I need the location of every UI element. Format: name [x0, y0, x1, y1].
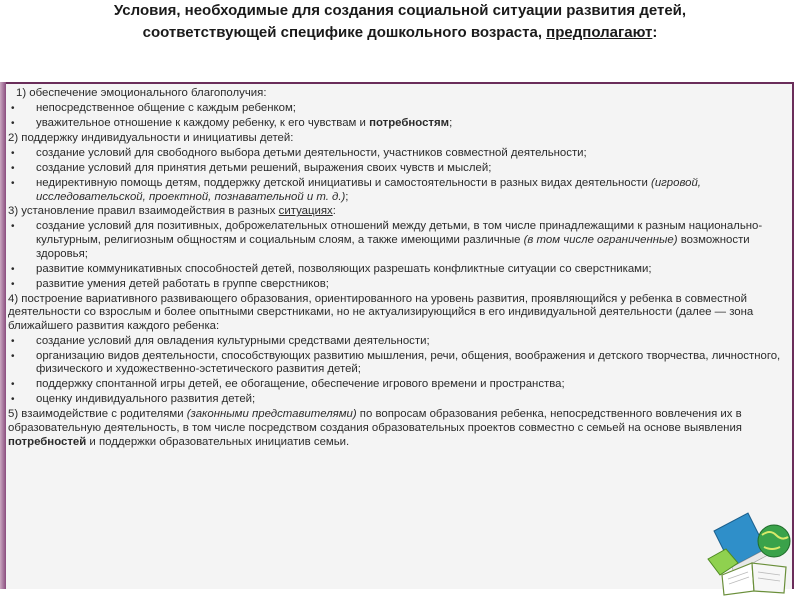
title-colon: : [652, 24, 658, 41]
bullet-icon: • [11, 263, 15, 275]
bullet-icon: • [11, 335, 15, 347]
page-title [20, 0, 780, 44]
bullet-icon: • [11, 147, 15, 159]
list-item: • непосредственное общение с каждым ребенком; [11, 101, 296, 114]
bullet-icon: • [11, 102, 15, 114]
title-emphasis: предполагают [546, 24, 653, 41]
section-3-heading: 3) установление правил взаимодействия в разных ситуациях: [8, 205, 336, 218]
section-1-heading: 1) обеспечение эмоционального благополучия: [16, 87, 267, 99]
list-item: • создание условий для позитивных, доброжелательных отношений между детьми, в том числе принадлежащими к разным национально-культурным, религиозным общностям и социальным слоям, а также имеющими различные (в том числе ограниченные) возможности здоровья; [11, 220, 763, 260]
list-item: • поддержку спонтанной игры детей, ее обогащение, обеспечение игрового времени и пространства; [11, 378, 565, 391]
section-4-heading: 4) построение вариативного развивающего образования, ориентированного на уровень развития, проявляющийся у ребенка в совместной деятельности со взрослым и более опытными сверстниками, но не актуализирующийся в его индивидуальной деятельности (далее — зона ближайшего развития каждого ребенка: [8, 292, 754, 332]
title-line-2: соответствующей специфике дошкольного возраста, [142, 24, 547, 41]
list-item: • недирективную помощь детям, поддержку детской инициативы и самостоятельности в разных видах деятельности (игровой, исследовательской, проектной, познавательной и т. д.); [11, 176, 701, 203]
section-2-heading: 2) поддержку индивидуальности и инициативы детей: [8, 131, 294, 144]
globe-icon [758, 525, 790, 557]
books-globe-icon [704, 505, 798, 597]
title-line-1: Условия, необходимые для создания социальной ситуации развития детей, [113, 2, 687, 19]
content-list [8, 87, 792, 450]
list-item: • создание условий для принятия детьми решений, выражения своих чувств и мыслей; [11, 161, 492, 174]
list-item: • организацию видов деятельности, способствующих развитию мышления, речи, общения, воображения и детского творчества, личностного, физического и художественно-эстетического развития детей; [11, 349, 781, 376]
bullet-icon: • [11, 350, 15, 362]
bullet-icon: • [11, 379, 15, 391]
list-item: • создание условий для овладения культурными средствами деятельности; [11, 334, 430, 347]
bullet-icon: • [11, 177, 15, 189]
bullet-icon: • [11, 162, 15, 174]
list-item: • создание условий для свободного выбора детьми деятельности, участников совместной деятельности; [11, 146, 587, 159]
list-item: • развитие умения детей работать в группе сверстников; [11, 277, 329, 290]
section-5-heading: 5) взаимодействие с родителями (законными представителями) по вопросам образования ребенка, непосредственного вовлечения их в образовательную деятельность, в том числе посредством создания образовательных проектов совместно с семьей на основе выявления потребностей и поддержки образовательных инициатив семьи. [8, 408, 742, 448]
list-item: • уважительное отношение к каждому ребенку, к его чувствам и потребностям; [11, 116, 453, 129]
bullet-icon: • [11, 221, 15, 233]
bullet-icon: • [11, 394, 15, 406]
bullet-icon: • [11, 117, 15, 129]
bullet-icon: • [11, 278, 15, 290]
list-item: • оценку индивидуального развития детей; [11, 393, 256, 406]
list-item: • развитие коммуникативных способностей детей, позволяющих разрешать конфликтные ситуации со сверстниками; [11, 262, 652, 275]
